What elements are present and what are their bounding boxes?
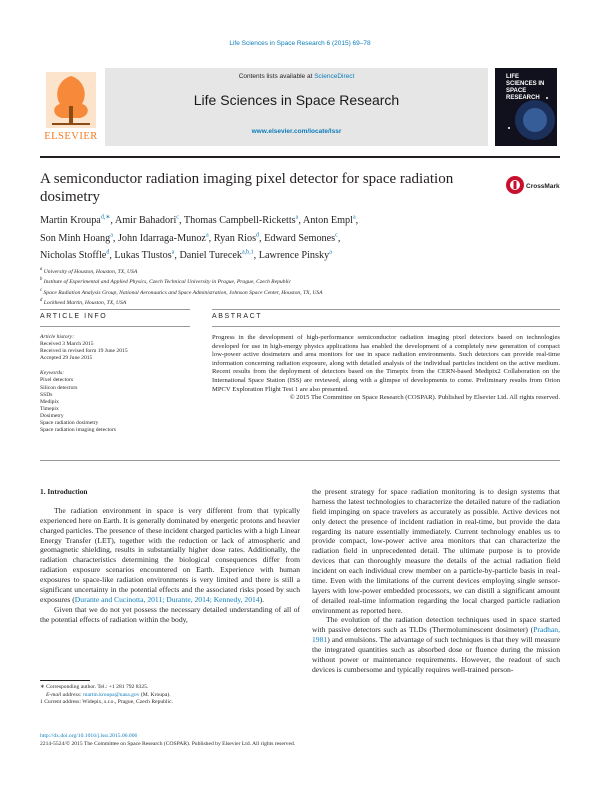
elsevier-wordmark: ELSEVIER [44,131,98,142]
body-right-column [312,487,560,675]
citation-link[interactable]: Durante and Cucinotta, 2011; Durante, 2014; Kennedy, 2014 [74,594,260,604]
affiliation-item: $^c$ Space Radiation Analysis Group, National Aeronautics and Space Administration, Johnson Space Center, Houston, TX, USA [40,287,323,296]
affiliation-item: $^a$ University of Houston, Houston, TX, USA [40,267,138,275]
author-affiliation-mark: d,∗ [100,215,111,221]
abstract-rule-bottom [40,460,560,461]
abstract-body [212,334,560,403]
author-affiliation-mark: a [171,249,175,256]
history-label: Article history: [40,334,75,340]
history-item: Received in revised form 19 June 2015 [40,348,128,355]
intro-paragraph-3: the present strategy for space radiation monitoring is to design systems that harness the latest technologies to characterize the detailed nature of the radiation field impinging on space travelers as accurately as possible. Active devices not only detect the presence of incident radiation in real-time, but provide the data regarding its nature essentially immediately. Current technology enables us to provide compact, low-power active area monitors that can characterize the radiation field in unprecedented detail. The ultimate purpose is to provide devices that can thoroughly measure the details of the actual radiation field incident on each individual crew member on a particle-by-particle basis in real-time. Even with the limitations of the current devices employing single sensor-layers with low-power embedded processors, we can distill a significant amount of detailed real-time information regarding the local charged particle radiation environment as reported here. [312,487,560,615]
author-affiliation-mark: c [176,215,179,221]
section-heading: 1. Introduction [40,487,88,496]
history-item: Received 3 March 2015 [40,341,94,348]
author-list: Martin Kroupa$^{d,∗}$, Amir Bahadori$^c$, Thomas Campbell-Ricketts$^a$, Anton Empl$^a$, Son Minh Hoang$^a$, John Idarraga-Munoz$^a$, Ryan Rios$^d$, Edward Semones$^c$, Nicholas Stoffle$^d$, Lukas Tlustos$^a$, Daniel Turecek$^{a,b,1}$, Lawrence Pinsky$^a$ [40,215,359,262]
journal-citation[interactable]: Life Sciences in Space Research 6 (2015) 69–78 [229,40,371,47]
footnotes [40,684,300,707]
author-affiliation-mark: a [205,232,209,239]
citation-link[interactable]: Pradhan, 1981 [312,625,560,645]
author-name[interactable]: Son Minh Hoang [40,232,111,244]
keyword-item: Pixel detectors [40,377,74,384]
author-name[interactable]: Ryan Rios [213,232,257,244]
intro-paragraph-4: The evolution of the radiation detection techniques used in space started with passive detectors such as TLDs (Thermoluminescent dosimeter) (Pradhan, 1981) and emulsions. The advantage of such techniques is that they will measure the integrated quantities such as absorbed dose or fluence during the mission without power or maintenance requirements. However, the readout of such devices is cumbersome and typically requires well-trained person- [312,615,560,674]
current-address-note: 1 Current address: Widepix, s.r.o., Prague, Czech Republic. [40,699,173,706]
author-affiliation-mark: a [352,215,356,221]
author-affiliation-mark: a [110,232,113,239]
affiliation-item: $^d$ Lockheed Martin, Houston, TX, USA [40,298,127,307]
abstract-heading: ABSTRACT [212,313,263,320]
intro-paragraph-2: Given that we do not yet possess the necessary detailed understanding of all of the potential effects of radiation within the body, [40,604,300,624]
crossmark-icon [505,172,560,202]
info-rule-top [40,309,190,310]
author-name[interactable]: John Idarraga-Munoz [117,232,206,244]
article-info [40,334,190,434]
keyword-item: Space radiation dosimetry [40,420,99,427]
article-info-heading: ARTICLE INFO [40,313,108,320]
intro-paragraph-1: The radiation environment in space is very different from that typically experienced here on Earth. It is generally dominated by energetic protons and heavier charged particles. The presence of these incident charged particles with a high Linear Energy Transfer (LET), together with the reduction or lack of atmospheric and geomagnetic shielding, results in substantially higher dose rates. Additionally, the radiation characteristics determining the biological consequences differ from radiation exposure scenarios encountered on Earth. Experience with human exposures to space-like radiation environments is very limited and there is still a significant uncertainty in the potential effects and the associated risks posed by such exposures (Durante and Cucinotta, 2011; Durante, 2014; Kennedy, 2014). [40,505,300,604]
keyword-item: Timepix [40,405,59,412]
abstract-rule-mid [212,326,560,327]
keyword-item: Dosimetry [40,412,64,419]
header-rule [40,156,560,158]
running-header [0,40,600,47]
author-name[interactable]: Edward Semones [264,232,336,244]
journal-homepage-link[interactable]: www.elsevier.com/locate/lssr [251,128,342,135]
doi-issn [40,733,340,748]
keyword-item: Silicon detectors [40,384,78,391]
abstract-text: Progress in the development of high-performance semiconductor radiation imaging pixel detectors based on technologies developed for use in high-energy physics applications has enabled the development of a completely new generation of compact low-power active dosimeters and area monitors for use in space radiation environments. Such detectors can provide real-time information concerning radiation exposure, along with detailed analysis of the individual particles incident on the active medium. Recent results from the deployment of detectors based on the Timepix from the CERN-based Medipix2 Collaboration on the International Space Station (ISS) are reviewed, along with a glimpse of developments to come. Preliminary results from Orion MPCV Exploration Flight Test 1 are also presented. [212,334,560,393]
history-item: Accepted 29 June 2015 [40,355,93,362]
author-affiliation-mark: a [295,215,299,221]
footnote-rule [40,680,90,681]
contents-availability: Contents lists available at ScienceDirect [238,73,355,80]
keywords-label: Keywords: [40,370,65,377]
abstract-copyright: © 2015 The Committee on Space Research (COSPAR). Published by Elsevier Ltd. All rights reserved. [289,394,560,402]
email-note: E-mail address: martin.kroupa@nasa.gov (M. Kroupa). [46,691,171,698]
author-affiliation-mark: d [256,232,260,239]
elsevier-logo [40,68,102,146]
keyword-item: Space radiation imaging detectors [40,427,116,434]
affiliation-item: $^b$ Institute of Experimental and Applied Physics, Czech Technical University in Prague, Prague, Czech Republic [40,277,292,286]
author-name[interactable]: Amir Bahadori [114,215,177,227]
author-name[interactable]: Nicholas Stoffle [40,250,107,262]
keyword-item: Medipix [40,398,59,405]
sciencedirect-link[interactable]: ScienceDirect [314,73,355,80]
body-left-column [40,487,300,624]
author-name[interactable]: Lawrence Pinsky [258,250,330,262]
doi-link[interactable]: http://dx.doi.org/10.1016/j.lssr.2015.06.006 [40,733,138,739]
author-name[interactable]: Daniel Turecek [179,250,242,262]
affiliations [40,266,560,308]
article-title: A semiconductor radiation imaging pixel detector for space radiation dosimetry [40,171,454,205]
corresponding-author-note: ∗ Corresponding author. Tel.: +1 281 792 8325. [40,684,149,690]
keyword-item: SSDs [40,391,53,398]
cover-text: LIFE SCIENCES IN SPACE RESEARCH [506,74,545,101]
author-name[interactable]: Lukas Tlustos [114,250,172,262]
author-name[interactable]: Martin Kroupa [40,215,101,227]
journal-title: Life Sciences in Space Research [193,92,400,108]
author-affiliation-mark: a,b,1 [241,249,254,256]
abstract-rule-top [212,309,560,310]
author-affiliation-mark: d [106,249,110,256]
crossmark-label: CrossMark [526,183,560,190]
email-link[interactable]: martin.kroupa@nasa.gov [83,691,140,698]
info-rule-mid [40,326,190,327]
author-affiliation-mark: c [335,232,338,239]
author-name[interactable]: Anton Empl [302,215,353,227]
author-affiliation-mark: a [329,249,332,256]
author-name[interactable]: Thomas Campbell-Ricketts [183,215,296,227]
issn-line: 2214-5524/© 2015 The Committee on Space Research (COSPAR). Published by Elsevier Ltd. All rights reserved. [40,740,296,747]
crossmark-badge[interactable] [505,172,560,202]
